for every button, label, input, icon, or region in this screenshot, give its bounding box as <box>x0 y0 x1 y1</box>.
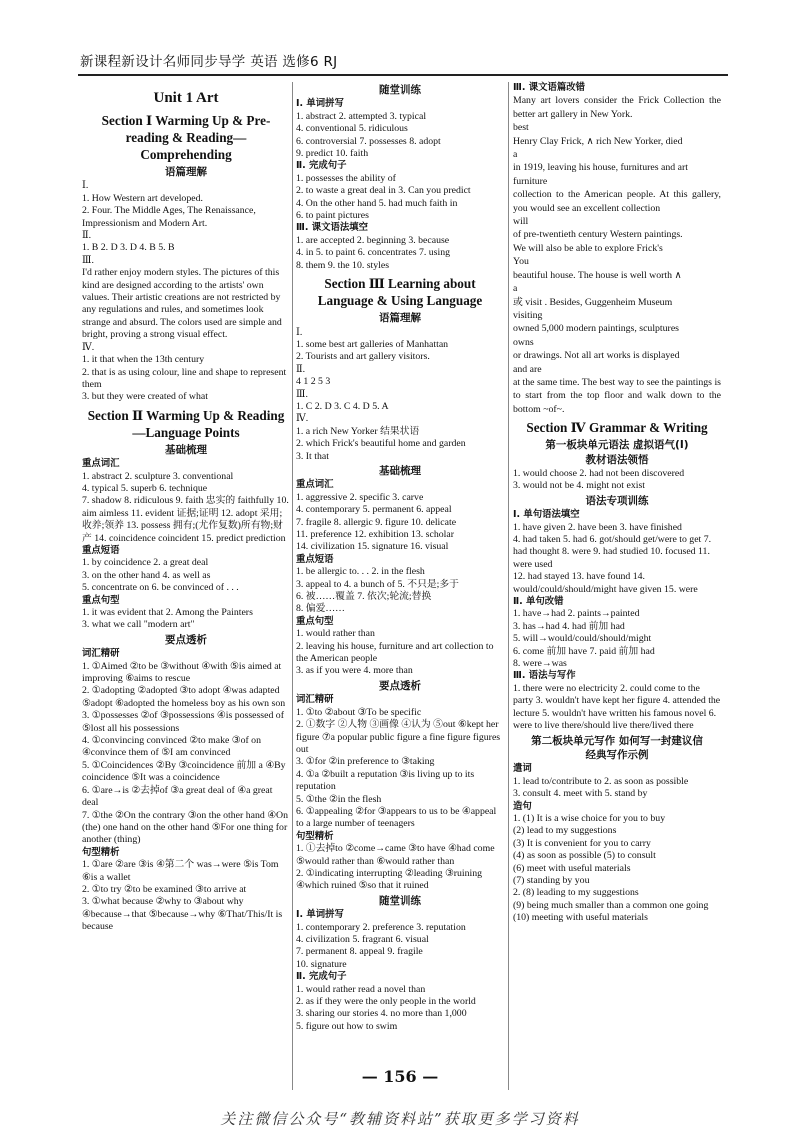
answer-line: 4. On the other hand 5. had much faith in <box>296 197 458 209</box>
subsection-title: 基础梳理 <box>379 464 421 477</box>
answer-line: 1. would choose 2. had not been discovered <box>513 467 685 479</box>
part-label: 词汇精研 <box>82 648 120 660</box>
answer-line: 5. ①Coincidences ②By ③coincidence 前加 a ④By coincidence ⑤It was a coincidence <box>82 759 286 784</box>
answer-line: 1. abstract 2. attempted 3. typical <box>296 110 427 122</box>
subsection-title: 第二板块单元写作 如何写一封建议信 <box>531 734 703 747</box>
answer-line: 3. but they were created of what <box>82 391 208 403</box>
column-divider <box>508 82 509 1090</box>
part-label: Ⅲ. 课文语法填空 <box>296 222 368 234</box>
answer-line: 1. lead to/contribute to 2. as soon as possible <box>513 775 689 787</box>
answer-line: Ⅲ. <box>296 388 308 400</box>
answer-line: 1. ①Aimed ②to be ③without ④with ⑤is aimed at improving ⑥aims to rescue <box>82 660 282 685</box>
column-divider <box>292 82 293 1090</box>
answer-line: (2) lead to my suggestions <box>513 825 617 837</box>
footer-watermark: 关注微信公众号“教辅资料站”获取更多学习资料 <box>220 1110 580 1128</box>
answer-line: 2. ①adopting ②adopted ③to adopt ④was adapted ⑤adopt ⑥adopted the homeless boy as his own son <box>82 685 286 709</box>
answer-line: 2. which Frick's beautiful home and garden <box>296 438 466 450</box>
answer-line: 1. there were no electricity 2. could come to the party 3. wouldn't have kept her figure 4. attended the lecture 5. wouldn't have written his famous novel 6. were to live there/should live there/lived there <box>513 682 721 732</box>
answer-line: 5. concentrate on 6. be convinced of . . . <box>82 582 239 594</box>
answer-line: 1. would rather than <box>296 628 375 640</box>
essay-line: or drawings. Not all art works is displayed <box>513 350 680 362</box>
essay-line: collection to the American people. At this gallery, you would see an excellent collection <box>513 189 721 214</box>
answer-line: 2. (8) leading to my suggestions <box>513 887 639 899</box>
column-left <box>82 82 290 934</box>
correction-essay <box>513 94 721 416</box>
answer-line: 5. will→would/could/should/might <box>513 633 652 645</box>
page-number: — 156 — <box>361 1067 439 1086</box>
answer-line: 4. contemporary 5. permanent 6. appeal <box>296 504 452 516</box>
answer-line: Ⅰ. <box>82 180 89 192</box>
part-label: 重点短语 <box>82 544 120 556</box>
essay-line: 或 visit . Besides, Guggenheim Museum <box>513 296 673 308</box>
answer-line: 1. have→had 2. paints→painted <box>513 608 640 620</box>
section-heading: Unit 1 Art <box>153 90 219 106</box>
answer-line: 3. consult 4. meet with 5. stand by <box>513 788 648 800</box>
answer-line: 1. B 2. D 3. D 4. B 5. B <box>82 242 175 254</box>
answer-line: 7. ①the ②On the contrary ③on the other hand ④On (the) one hand on the other hand ⑤For one thing for another (thing) <box>82 809 288 846</box>
section-heading: Section Ⅳ Grammar & Writing <box>526 420 708 436</box>
subsection-title: 第一板块单元语法 虚拟语气(Ⅰ) <box>545 439 689 452</box>
part-label: 重点句型 <box>82 594 120 606</box>
essay-line: a <box>513 283 518 295</box>
answer-line: Ⅳ. <box>296 413 309 425</box>
part-label: Ⅰ. 单词拼写 <box>296 98 344 110</box>
answer-line: 2. ①indicating interrupting ②leading ③ruining ④which ruined ⑤so that it ruined <box>296 867 483 892</box>
answer-line: (4) as soon as possible (5) to consult <box>513 850 656 862</box>
part-label: 句型精析 <box>82 846 120 858</box>
answer-line: 11. preference 12. exhibition 13. scholar <box>296 529 454 540</box>
answer-line: 4. ①a ②built a reputation ③is living up to its reputation <box>296 768 475 793</box>
essay-line: owned 5,000 modern paintings, sculptures <box>513 323 679 335</box>
essay-line: You <box>513 256 529 268</box>
essay-line: a <box>513 149 518 161</box>
answer-line: 2. that is as using colour, line and shape to represent them <box>82 366 287 390</box>
answer-line: 1. have given 2. have been 3. have finished <box>513 521 682 533</box>
subsection-title: 教材语法领悟 <box>585 453 649 466</box>
part-label: 重点词汇 <box>82 458 120 470</box>
answer-line: 3. on the other hand 4. as well as <box>82 569 211 581</box>
part-label: Ⅱ. 完成句子 <box>296 160 347 172</box>
answer-line: 2. leaving his house, furniture and art collection to the American people <box>296 640 494 665</box>
essay-line: We will also be able to explore Frick's <box>513 242 663 254</box>
answer-line: 7. permanent 8. appeal 9. fragile <box>296 946 423 958</box>
part-label: Ⅲ. 课文语篇改错 <box>513 82 585 93</box>
essay-line: Henry Clay Frick, ∧ rich New Yorker, died <box>513 135 683 147</box>
answer-line: 7. fragile 8. allergic 9. figure 10. delicate <box>296 516 457 528</box>
answer-line: 3. appeal to 4. a bunch of 5. 不只是;多于 <box>296 578 459 590</box>
essay-line: furniture <box>513 175 548 187</box>
essay-line: will <box>513 216 529 228</box>
answer-line: 6. to paint pictures <box>296 210 369 222</box>
answer-line: 3. ①for ②in preference to ③taking <box>296 756 435 768</box>
answer-line: 3. ①what because ②why to ③about why ④because→that ⑤because→why ⑥That/This/It is because <box>82 896 283 933</box>
answer-line: 1. aggressive 2. specific 3. carve <box>296 491 424 503</box>
answer-line: 2. ①to try ②to be examined ③to arrive at <box>82 883 247 895</box>
answer-line: 3. ①possesses ②of ③possessions ④is possessed of ⑤lost all his possessions <box>82 710 284 734</box>
answer-line: (10) meeting with useful materials <box>513 912 648 924</box>
answer-line: 1. are accepted 2. beginning 3. because <box>296 234 450 246</box>
answer-line: 14. civilization 15. signature 16. visual <box>296 541 449 553</box>
answer-line: 3. what we call "modern art" <box>82 619 195 631</box>
section-heading: Section Ⅱ Warming Up & Reading—Language Points <box>87 407 285 440</box>
answer-line: 2. to waste a great deal in 3. Can you predict <box>296 185 471 197</box>
answer-line: 12. had stayed 13. have found 14. would/could/should/might have given 15. were <box>513 571 698 595</box>
part-label: Ⅰ. 单句语法填空 <box>513 509 580 521</box>
answer-line: Ⅲ. <box>82 254 94 266</box>
subsection-title: 经典写作示例 <box>585 748 649 761</box>
essay-line: beautiful house. The house is well worth ∧ <box>513 269 682 281</box>
answer-line: 8. them 9. the 10. styles <box>296 259 390 271</box>
column-right <box>513 82 721 925</box>
answer-line: (7) standing by you <box>513 874 590 886</box>
answer-line: 5. ①the ②in the flesh <box>296 793 382 805</box>
answer-line: 9. predict 10. faith <box>296 148 369 160</box>
answer-line: 1. C 2. D 3. C 4. D 5. A <box>296 400 389 412</box>
essay-line: owns <box>513 336 534 348</box>
answer-line: Ⅳ. <box>82 341 95 353</box>
answer-line: 6. controversial 7. possesses 8. adopt <box>296 135 441 147</box>
answer-line: 1. How Western art developed. <box>82 192 203 204</box>
answer-line: 1. it that when the 13th century <box>82 354 205 366</box>
essay-line: best <box>513 122 529 134</box>
answer-line: 3. as if you were 4. more than <box>296 665 413 677</box>
answer-line: 4. civilization 5. fragrant 6. visual <box>296 934 429 945</box>
answer-line: 2. Four. The Middle Ages, The Renaissance, Impressionism and Modern Art. <box>82 205 256 229</box>
answer-line: 7. shadow 8. ridiculous 9. faith 忠实的 faithfully 10. aim aimless 11. evident 证据;证明 12. adopt 采用;收养;领养 13. possess 拥有;(尤作复数)所有物;财产 14. coincidence coincident 15. predict prediction <box>82 495 289 544</box>
section-heading: Section Ⅰ Warming Up & Pre-reading & Reading—Comprehending <box>101 113 271 162</box>
essay-line: visiting <box>513 309 543 321</box>
answer-line: 3. would not be 4. might not exist <box>513 480 645 492</box>
subsection-title: 语篇理解 <box>379 312 421 325</box>
answer-line: Ⅰ. <box>296 326 303 338</box>
section-heading: Section Ⅲ Learning about Language & Using Language <box>317 276 483 309</box>
part-label: 重点词汇 <box>296 479 334 491</box>
part-label: Ⅱ. 完成句子 <box>296 971 347 983</box>
answer-line: 6. ①are→is ②去掉of ③a great deal of ④a great deal <box>82 784 273 809</box>
answer-line: 8. were→was <box>513 658 567 670</box>
subsection-title: 要点透析 <box>165 633 207 646</box>
answer-line: 4. had taken 5. had 6. got/should get/were to get 7. had thought 8. were 9. had studied 10. focused 11. were used <box>513 534 712 570</box>
part-label: Ⅱ. 单句改错 <box>513 596 564 608</box>
answer-line: (9) being much smaller than a common one going <box>513 899 709 911</box>
essay-line: and are <box>513 363 542 375</box>
part-label: 遣词 <box>513 763 532 775</box>
answer-line: 1. be allergic to. . . 2. in the flesh <box>296 566 425 578</box>
part-label: 造句 <box>513 800 532 812</box>
answer-line: 1. contemporary 2. preference 3. reputation <box>296 921 466 933</box>
part-label: 重点短语 <box>296 553 334 565</box>
answer-line: 3. It that <box>296 450 329 462</box>
answer-line: 4. in 5. to paint 6. concentrates 7. using <box>296 247 450 259</box>
header-rule <box>78 74 728 76</box>
answer-line: 8. 偏爱…… <box>296 603 345 615</box>
answer-line: 6. come 前加 have 7. paid 前加 had <box>513 645 655 657</box>
answer-line: 2. as if they were the only people in the world <box>296 996 476 1008</box>
part-label: 句型精析 <box>296 830 334 842</box>
part-label: Ⅲ. 语法与写作 <box>513 670 576 682</box>
answer-line: 6. ①appealing ②for ③appears to us to be ④appeal to a large number of teenagers <box>296 805 497 830</box>
answer-line: Ⅱ. <box>82 230 92 242</box>
column-middle <box>296 82 504 1033</box>
essay-line: at the same time. The best way to see the paintings is to start from the top floor and walk down to the bottom ~of~. <box>513 376 721 415</box>
answer-line: 4. conventional 5. ridiculous <box>296 123 408 135</box>
answer-line: 5. figure out how to swim <box>296 1020 398 1032</box>
part-label: 词汇精研 <box>296 694 334 706</box>
answer-line: 1. ①to ②about ③To be specific <box>296 706 422 718</box>
subsection-title: 语法专项训练 <box>585 494 649 507</box>
answer-line: 1. would rather read a novel than <box>296 983 426 995</box>
answer-line: 4. ①convincing convinced ②to make ③of on ④convince them of ⑤I am convinced <box>82 735 261 759</box>
answer-line: 1. by coincidence 2. a great deal <box>82 557 209 569</box>
answer-line: 1. possesses the ability of <box>296 172 396 184</box>
answer-line: I'd rather enjoy modern styles. The pictures of this kind are designed according to the artists' own values. Their artistic creations are not restricted by any regulations and rules, and sometimes look strange and absurd. The colors used are simple and bright, proving a strong visual effect. <box>82 267 282 341</box>
answer-line: 1. ①去掉to ②come→came ③to have ④had come ⑤would rather than ⑥would rather than <box>296 843 495 867</box>
answer-line: 10. signature <box>296 958 347 970</box>
answer-line: 1. abstract 2. sculpture 3. conventional <box>82 470 234 482</box>
answer-line: 1. a rich New Yorker 结果状语 <box>296 425 420 437</box>
subsection-title: 语篇理解 <box>165 166 207 178</box>
essay-line: in 1919, leaving his house, furnitures and art <box>513 162 688 174</box>
essay-line: of pre-twentieth century Western paintings. <box>513 229 683 241</box>
answer-line: 6. 被……覆盖 7. 依次;轮流;替换 <box>296 591 432 603</box>
answer-line: 1. ①are ②are ③is ④第二个 was→were ⑤is Tom ⑥is a wallet <box>82 859 279 883</box>
subsection-title: 随堂训练 <box>379 84 421 96</box>
answer-line: 2. Tourists and art gallery visitors. <box>296 351 430 363</box>
answer-line: 2. ①数字 ②人物 ③画像 ④认为 ⑤out ⑥kept her figure ⑦a popular public figure a fine figure figures out <box>296 719 501 755</box>
subsection-title: 基础梳理 <box>165 443 207 456</box>
subsection-title: 随堂训练 <box>379 894 421 907</box>
running-header: 新课程新设计名师同步导学 英语 选修6 RJ <box>80 54 338 70</box>
answer-line: Ⅱ. <box>296 363 306 375</box>
part-label: Ⅰ. 单词拼写 <box>296 909 344 921</box>
answer-line: 4 1 2 5 3 <box>296 376 331 388</box>
answer-line: 3. sharing our stories 4. no more than 1,000 <box>296 1008 467 1020</box>
answer-line: 4. typical 5. superb 6. technique <box>82 482 208 494</box>
subsection-title: 要点透析 <box>379 679 421 692</box>
answer-line: (6) meet with useful materials <box>513 862 631 874</box>
answer-line: 1. (1) It is a wise choice for you to buy <box>513 812 666 824</box>
answer-line: (3) It is convenient for you to carry <box>513 837 651 849</box>
answer-line: 1. it was evident that 2. Among the Painters <box>82 607 253 618</box>
answer-line: 1. some best art galleries of Manhattan <box>296 338 449 350</box>
answer-line: 3. has→had 4. had 前加 had <box>513 620 625 632</box>
part-label: 重点句型 <box>296 615 334 627</box>
essay-line: Many art lovers consider the Frick Collection the better art gallery in New York. <box>513 95 721 120</box>
